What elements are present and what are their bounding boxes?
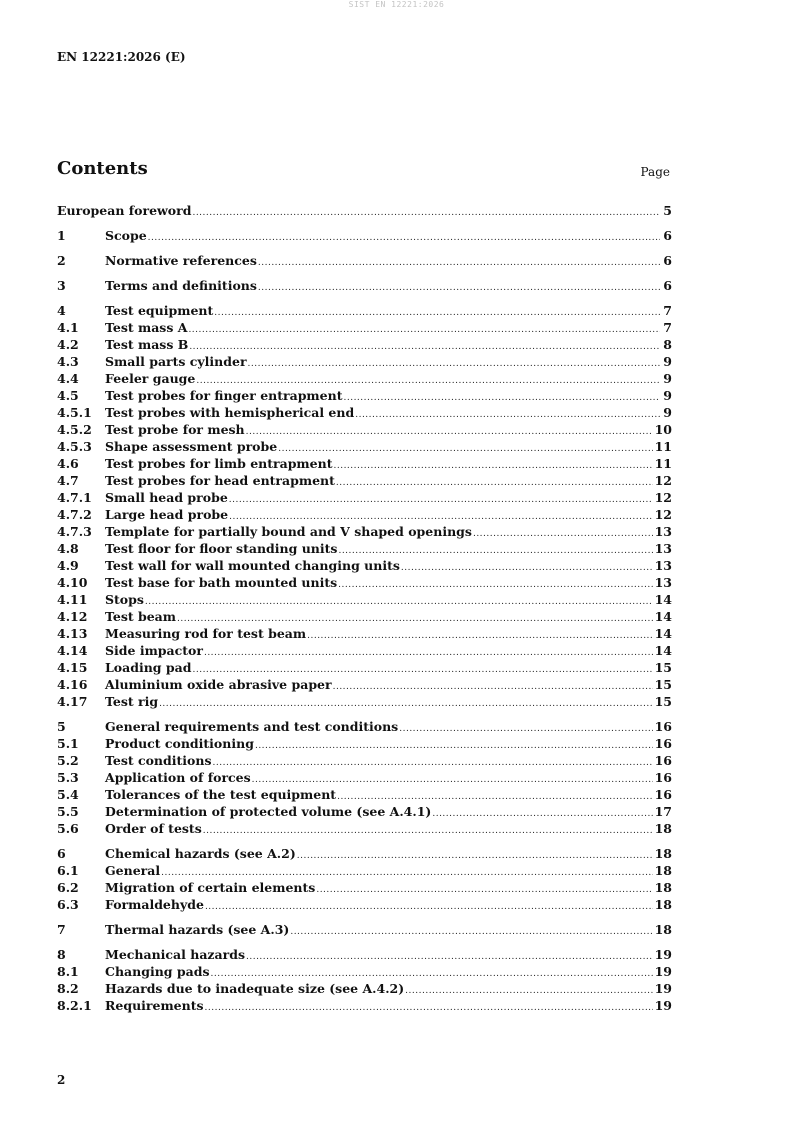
toc-entry-number: 2 [57, 253, 66, 268]
toc-entry-page: 9 [663, 388, 672, 403]
toc-entry-number: 4.7.3 [57, 524, 92, 539]
page-column-label: Page [640, 165, 670, 179]
toc-entry-page: 12 [654, 473, 672, 488]
toc-entry-number: 6 [57, 846, 66, 861]
toc-entry[interactable] [57, 879, 672, 896]
toc-entry-page: 16 [654, 719, 672, 734]
dot-leader [473, 526, 653, 540]
toc-entry[interactable] [57, 319, 672, 336]
toc-entry-page: 16 [654, 770, 672, 785]
toc-entry[interactable] [57, 336, 672, 353]
toc-entry[interactable] [57, 659, 672, 676]
toc-entry[interactable] [57, 820, 672, 837]
toc-entry[interactable] [57, 693, 672, 710]
dot-leader [297, 848, 653, 862]
toc-entry-title: Measuring rod for test beam [105, 626, 307, 641]
toc-entry-title: Test equipment [105, 303, 214, 318]
toc-entry-page: 9 [663, 354, 672, 369]
toc-entry[interactable] [57, 803, 672, 820]
toc-entry-page: 9 [663, 405, 672, 420]
toc-entry-number: 4.5.3 [57, 439, 92, 454]
toc-entry-page: 8 [663, 337, 672, 352]
toc-entry-title: Normative references [105, 253, 257, 268]
toc-entry[interactable] [57, 540, 672, 557]
toc-entry[interactable] [57, 506, 672, 523]
toc-entry[interactable] [57, 523, 672, 540]
toc-entry[interactable] [57, 862, 672, 879]
page-number: 2 [57, 1073, 66, 1087]
toc-entry-title: Scope [105, 228, 147, 243]
toc-entry-title: European foreword [57, 203, 192, 218]
toc-entry-title: Migration of certain elements [105, 880, 316, 895]
dot-leader [333, 458, 652, 472]
toc-entry-number: 4.3 [57, 354, 79, 369]
toc-entry-page: 5 [663, 203, 672, 218]
toc-entry-page: 10 [654, 422, 672, 437]
toc-entry-page: 19 [654, 998, 672, 1013]
toc-entry-number: 4.17 [57, 694, 88, 709]
dot-leader [255, 738, 653, 752]
toc-entry-page: 12 [654, 507, 672, 522]
toc-entry-title: Side impactor [105, 643, 203, 658]
toc-entry-number: 4.14 [57, 643, 88, 658]
toc-entry-number: 4.12 [57, 609, 88, 624]
toc-entry[interactable] [57, 455, 672, 472]
toc-entry-number: 5 [57, 719, 66, 734]
toc-entry-page: 13 [654, 524, 672, 539]
toc-entry-title: Test floor for floor standing units [105, 541, 338, 556]
toc-entry-page: 19 [654, 981, 672, 996]
toc-entry-number: 4.16 [57, 677, 88, 692]
toc-entry-page: 18 [654, 821, 672, 836]
dot-leader [213, 755, 653, 769]
toc-entry-title: Test beam [105, 609, 177, 624]
dot-leader [145, 594, 653, 608]
dot-leader [399, 721, 652, 735]
toc-entry-number: 4.5.1 [57, 405, 92, 420]
dot-leader [148, 230, 660, 244]
toc-entry[interactable] [57, 946, 672, 963]
toc-entry-title: Hazards due to inadequate size (see A.4.2) [105, 981, 405, 996]
toc-entry-title: Order of tests [105, 821, 202, 836]
toc-entry-page: 16 [654, 787, 672, 802]
toc-entry-number: 4.13 [57, 626, 88, 641]
toc-entry-title: Thermal hazards (see A.3) [105, 922, 290, 937]
toc-entry-title: Test probes with hemispherical end [105, 405, 355, 420]
toc-entry-number: 4.5 [57, 388, 79, 403]
dot-leader [307, 628, 652, 642]
toc-entry-number: 8 [57, 947, 66, 962]
toc-entry-page: 15 [654, 694, 672, 709]
toc-entry-title: Large head probe [105, 507, 229, 522]
toc-entry[interactable] [57, 404, 672, 421]
toc-entry-title: Test wall for wall mounted changing units [105, 558, 400, 573]
toc-entry-title: Shape assessment probe [105, 439, 278, 454]
toc-entry[interactable] [57, 997, 672, 1014]
dot-leader [338, 577, 652, 591]
toc-entry-title: Tolerances of the test equipment [105, 787, 337, 802]
toc-entry[interactable] [57, 421, 672, 438]
toc-entry-title: Test rig [105, 694, 159, 709]
dot-leader [336, 475, 653, 489]
toc-entry-page: 13 [654, 541, 672, 556]
toc-entry-number: 5.2 [57, 753, 79, 768]
toc-entry-number: 4.15 [57, 660, 88, 675]
toc-entry-number: 4.6 [57, 456, 79, 471]
toc-entry[interactable] [57, 896, 672, 913]
toc-entry-number: 4.7.2 [57, 507, 92, 522]
dot-leader [204, 645, 653, 659]
toc-entry-page: 17 [654, 804, 672, 819]
toc-entry[interactable] [57, 752, 672, 769]
toc-entry-page: 14 [654, 626, 672, 641]
toc-entry-number: 6.2 [57, 880, 79, 895]
toc-entry-page: 15 [654, 677, 672, 692]
dot-leader [343, 390, 660, 404]
dot-leader [214, 305, 660, 319]
toc-entry-number: 4.4 [57, 371, 79, 386]
toc-entry-page: 13 [654, 558, 672, 573]
toc-entry-page: 15 [654, 660, 672, 675]
toc-entry-page: 14 [654, 643, 672, 658]
dot-leader [405, 983, 652, 997]
dot-leader [189, 339, 660, 353]
dot-leader [248, 356, 660, 370]
toc-entry[interactable] [57, 718, 672, 735]
toc-entry[interactable] [57, 980, 672, 997]
dot-leader [278, 441, 652, 455]
toc-entry[interactable] [57, 370, 672, 387]
toc-entry[interactable] [57, 786, 672, 803]
toc-entry-page: 11 [654, 456, 672, 471]
toc-entry-title: Mechanical hazards [105, 947, 245, 962]
toc-entry-page: 7 [663, 303, 672, 318]
toc-entry-number: 5.6 [57, 821, 79, 836]
dot-leader [337, 789, 653, 803]
toc-entry-number: 5.4 [57, 787, 79, 802]
toc-entry-number: 4.10 [57, 575, 88, 590]
toc-entry-title: Determination of protected volume (see A.4.1) [105, 804, 432, 819]
toc-entry-number: 8.2.1 [57, 998, 92, 1013]
toc-entry-title: Aluminium oxide abrasive paper [105, 677, 332, 692]
toc-entry-title: Template for partially bound and V shaped openings [105, 524, 472, 539]
dot-leader [333, 679, 653, 693]
toc-entry-title: Test probes for finger entrapment [105, 388, 343, 403]
toc-entry-number: 6.3 [57, 897, 79, 912]
toc-entry[interactable] [57, 769, 672, 786]
toc-entry-page: 18 [654, 846, 672, 861]
toc-entry-number: 8.1 [57, 964, 79, 979]
toc-entry-page: 7 [663, 320, 672, 335]
dot-leader [252, 772, 653, 786]
dot-leader [246, 949, 653, 963]
toc-entry-number: 4.9 [57, 558, 79, 573]
toc-entry-number: 8.2 [57, 981, 79, 996]
toc-entry-title: Test probes for head entrapment [105, 473, 335, 488]
contents-heading: Contents [57, 158, 148, 179]
dot-leader [196, 373, 660, 387]
dot-leader [229, 492, 653, 506]
toc-entry-number: 4.2 [57, 337, 79, 352]
toc-entry-title: Test mass B [105, 337, 189, 352]
toc-entry-page: 18 [654, 863, 672, 878]
toc-entry-page: 11 [654, 439, 672, 454]
toc-entry-title: Changing pads [105, 964, 210, 979]
toc-entry-title: General requirements and test conditions [105, 719, 399, 734]
toc-entry[interactable] [57, 387, 672, 404]
toc-entry-page: 18 [654, 922, 672, 937]
dot-leader [229, 509, 652, 523]
toc-entry-page: 12 [654, 490, 672, 505]
toc-entry[interactable] [57, 845, 672, 862]
toc-entry-title: Test probes for limb entrapment [105, 456, 333, 471]
dot-leader [211, 966, 653, 980]
toc-entry[interactable] [57, 963, 672, 980]
dot-leader [258, 280, 660, 294]
toc-entry-number: 4.11 [57, 592, 88, 607]
toc-entry-page: 6 [663, 253, 672, 268]
toc-entry-page: 16 [654, 753, 672, 768]
toc-entry-number: 5.5 [57, 804, 79, 819]
dot-leader [338, 543, 652, 557]
toc-entry-page: 6 [663, 278, 672, 293]
toc-entry-title: Application of forces [105, 770, 251, 785]
toc-entry-page: 13 [654, 575, 672, 590]
toc-entry-number: 4.7.1 [57, 490, 92, 505]
toc-entry-number: 3 [57, 278, 66, 293]
toc-entry-number: 4.1 [57, 320, 79, 335]
toc-entry-page: 18 [654, 897, 672, 912]
toc-entry-page: 19 [654, 947, 672, 962]
dot-leader [316, 882, 652, 896]
toc-entry[interactable] [57, 921, 672, 938]
toc-entry[interactable] [57, 489, 672, 506]
toc-entry[interactable] [57, 608, 672, 625]
toc-entry-title: Requirements [105, 998, 204, 1013]
toc-entry[interactable] [57, 252, 672, 269]
dot-leader [159, 696, 653, 710]
toc-entry-page: 14 [654, 609, 672, 624]
dot-leader [161, 865, 652, 879]
toc-entry-title: Formaldehyde [105, 897, 204, 912]
toc-entry[interactable] [57, 735, 672, 752]
toc-entry[interactable] [57, 227, 672, 244]
dot-leader [203, 823, 653, 837]
dot-leader [401, 560, 653, 574]
toc-entry-number: 5.1 [57, 736, 79, 751]
toc-entry[interactable] [57, 202, 672, 219]
toc-entry[interactable] [57, 277, 672, 294]
toc-entry-page: 14 [654, 592, 672, 607]
toc-entry-title: Loading pad [105, 660, 192, 675]
toc-entry-number: 4.5.2 [57, 422, 92, 437]
dot-leader [258, 255, 660, 269]
toc-entry[interactable] [57, 557, 672, 574]
toc-entry-title: Test probe for mesh [105, 422, 245, 437]
toc-entry[interactable] [57, 438, 672, 455]
toc-entry-number: 5.3 [57, 770, 79, 785]
toc-entry[interactable] [57, 591, 672, 608]
toc-entry-title: Small head probe [105, 490, 228, 505]
toc-entry-title: Feeler gauge [105, 371, 196, 386]
toc-entry-number: 4.8 [57, 541, 79, 556]
toc-entry-page: 18 [654, 880, 672, 895]
table-of-contents [57, 202, 672, 1014]
toc-entry-number: 1 [57, 228, 66, 243]
dot-leader [205, 899, 653, 913]
dot-leader [192, 205, 660, 219]
dot-leader [290, 924, 652, 938]
dot-leader [188, 322, 660, 336]
dot-leader [432, 806, 652, 820]
toc-entry-title: Stops [105, 592, 144, 607]
toc-entry-page: 16 [654, 736, 672, 751]
toc-entry-title: Test base for bath mounted units [105, 575, 338, 590]
dot-leader [205, 1000, 653, 1014]
toc-entry-page: 9 [663, 371, 672, 386]
toc-entry-number: 7 [57, 922, 66, 937]
document-id: EN 12221:2026 (E) [57, 50, 186, 64]
toc-entry[interactable] [57, 625, 672, 642]
toc-entry-number: 6.1 [57, 863, 79, 878]
toc-entry[interactable] [57, 676, 672, 693]
toc-entry-page: 6 [663, 228, 672, 243]
toc-entry-title: Test conditions [105, 753, 212, 768]
toc-entry-number: 4.7 [57, 473, 79, 488]
dot-leader [355, 407, 660, 421]
toc-entry[interactable] [57, 472, 672, 489]
toc-entry-title: Test mass A [105, 320, 188, 335]
toc-entry-title: Product conditioning [105, 736, 254, 751]
toc-entry[interactable] [57, 302, 672, 319]
toc-entry[interactable] [57, 642, 672, 659]
dot-leader [246, 424, 653, 438]
watermark: SIST EN 12221:2026 [348, 0, 445, 9]
toc-entry-title: Chemical hazards (see A.2) [105, 846, 296, 861]
dot-leader [177, 611, 653, 625]
toc-entry[interactable] [57, 353, 672, 370]
toc-entry-title: Terms and definitions [105, 278, 257, 293]
toc-entry-page: 19 [654, 964, 672, 979]
dot-leader [192, 662, 652, 676]
toc-entry-number: 4 [57, 303, 66, 318]
toc-entry-title: Small parts cylinder [105, 354, 247, 369]
toc-entry[interactable] [57, 574, 672, 591]
toc-entry-title: General [105, 863, 161, 878]
